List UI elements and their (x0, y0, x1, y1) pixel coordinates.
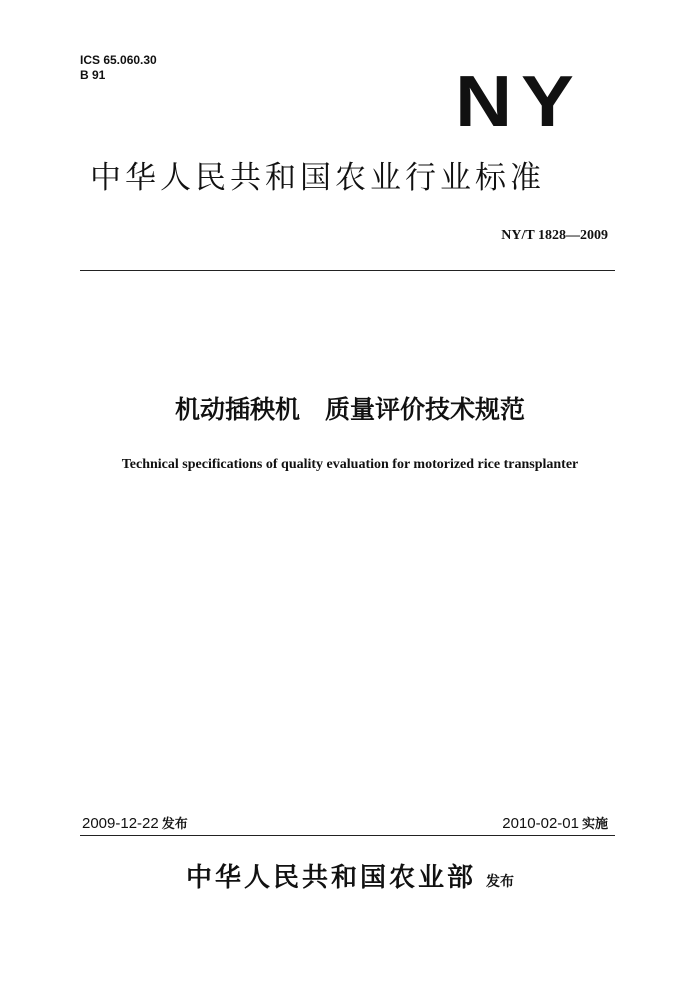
top-divider (80, 270, 615, 271)
implement-date: 2010-02-01 (502, 815, 579, 832)
publish-label: 发布 (486, 874, 514, 890)
ics-code: ICS 65.060.30 (80, 53, 157, 67)
implement-date-line (502, 815, 608, 834)
ny-logo: NY (455, 62, 583, 142)
issue-label: 发布 (161, 817, 188, 832)
document-title-chinese: 机动插秧机 质量评价技术规范 (174, 395, 525, 424)
issue-date: 2009-12-22 (82, 815, 159, 832)
publisher-name: 中华人民共和国农业部 (185, 863, 476, 893)
issue-date-line (82, 815, 188, 834)
standard-type-heading: 中华人民共和国农业行业标准 (90, 160, 545, 196)
implement-label: 实施 (581, 817, 608, 832)
document-title-english: Technical specifications of quality evaluation for motorized rice transplanter (121, 457, 579, 472)
bottom-divider (80, 835, 615, 836)
standard-number: NY/T 1828—2009 (501, 228, 608, 243)
publisher-block (0, 860, 700, 896)
ccs-code: B 91 (80, 68, 106, 82)
